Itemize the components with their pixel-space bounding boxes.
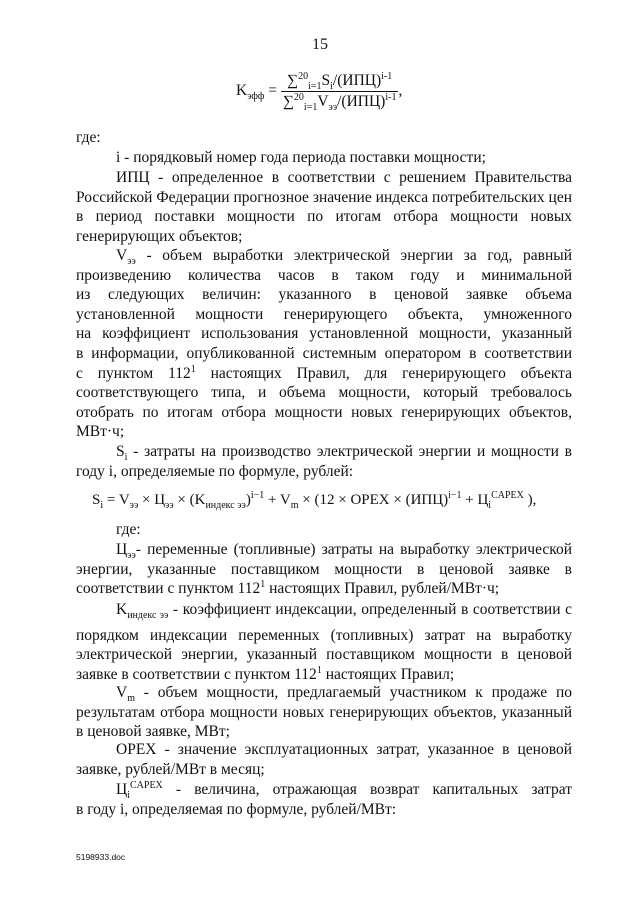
where-label-1: где: (76, 129, 101, 146)
k-eff-numerator: $\sum^{20}_{i=1}S_i/(ИПЦ)^{i-1}$ (281, 72, 399, 92)
def-k-line: порядком индексации переменных (топливных) затрат на выработку (76, 626, 572, 644)
k-eff-fraction (281, 70, 399, 114)
def-c-ee: $Ц_{ээ}-$ переменные (топливные) затраты на выработку электрической энергии, указанные поставщиком мощности в ценовой заявке в соответствии с пунктом $112^1$ настоящих Правил, рублей/МВт·ч; (76, 541, 572, 598)
def-v-line: $V_{ээ}$ - объем выработки электрической энергии за год, равный (116, 247, 572, 268)
k-eff-formula: $K_{эфф}$ = $\frac{\sum^{20}_{i=1}S_i/(ИПЦ)^{i-1}}{\sum^{20}_{i=1}V_{ээ}/(ИПЦ)^{i-1}}$ , (236, 70, 403, 114)
page-number: 15 (312, 36, 328, 53)
def-v-line: МВт·ч; (76, 423, 125, 441)
where-label-2: где: (116, 521, 141, 538)
def-k-line: $K_{индекс ээ}$ - коэффициент индексации, определенный в соответствии с (116, 601, 572, 622)
def-k-index (76, 600, 572, 684)
k-eff-lhs: $K_{эфф}$ = (236, 82, 277, 103)
file-name-footer: 5198933.doc (76, 852, 126, 862)
def-capex-line: в году i, определяемая по формуле, рублей/МВт: (76, 800, 397, 818)
def-v-line: в информации, опубликованной системным оператором в соответствии (76, 344, 572, 362)
def-v-line: на коэффициент использования установленной мощности, указанный (76, 325, 572, 343)
def-k-line: электрической энергии, указанный поставщиком мощности в ценовой (76, 646, 572, 664)
def-capex (76, 780, 572, 819)
def-v-line: произведению количества часов в таком году и минимальной (76, 266, 572, 284)
def-i: i - порядковый номер года периода поставки мощности; (116, 149, 486, 166)
def-s: $S_i$ - затраты на производство электрической энергии и мощности в году i, определяемые по формуле, рублей: (76, 443, 572, 480)
def-v-m: $V_m$ - объем мощности, предлагаемый участником к продаже по результатам отбора мощности новых генерирующих объектов, указанный в ценовой заявке, МВт; (76, 684, 572, 741)
k-eff-denominator: $\sum^{20}_{i=1}V_{ээ}/(ИПЦ)^{i-1}$ (282, 91, 397, 114)
def-ipc: ИПЦ - определенное в соответствии с решением Правительства Российской Федерации прогнозное значение индекса потребительских цен в период поставки мощности по итогам отбора мощности новых генерирующих объектов; (76, 169, 572, 245)
def-opex: OPEX - значение эксплуатационных затрат, указанное в ценовой заявке, рублей/МВт в месяц; (76, 741, 572, 778)
def-v-line: отобрать по итогам отбора мощности новых генерирующих объектов, (76, 403, 572, 421)
def-v-line: с пунктом $112^1$ настоящих Правил, для генерирующего объекта (76, 363, 572, 382)
def-v-line: установленной мощности генерирующего объекта, умноженного (76, 305, 572, 323)
def-v-line: соответствующего типа, и объема мощности, который требовалось (76, 384, 572, 402)
def-capex-line: $Ц_i^{CAPEX}$ - величина, отражающая возврат капитальных затрат (116, 779, 572, 802)
def-v-ee (76, 246, 572, 442)
s-formula: $S_i = V_{ээ} \times Ц_{ээ} \times (K_{индекс ээ})^{i-1} + V_m \times (12$ × OPEX × $(ИПЦ)^{i-1} + Ц_i^{CAPEX}$ ), (92, 490, 537, 511)
def-k-line: заявке в соответствии с пунктом $112^1$ настоящих Правил; (76, 664, 455, 683)
def-v-line: из следующих величин: указанного в ценовой заявке объема (76, 286, 572, 304)
